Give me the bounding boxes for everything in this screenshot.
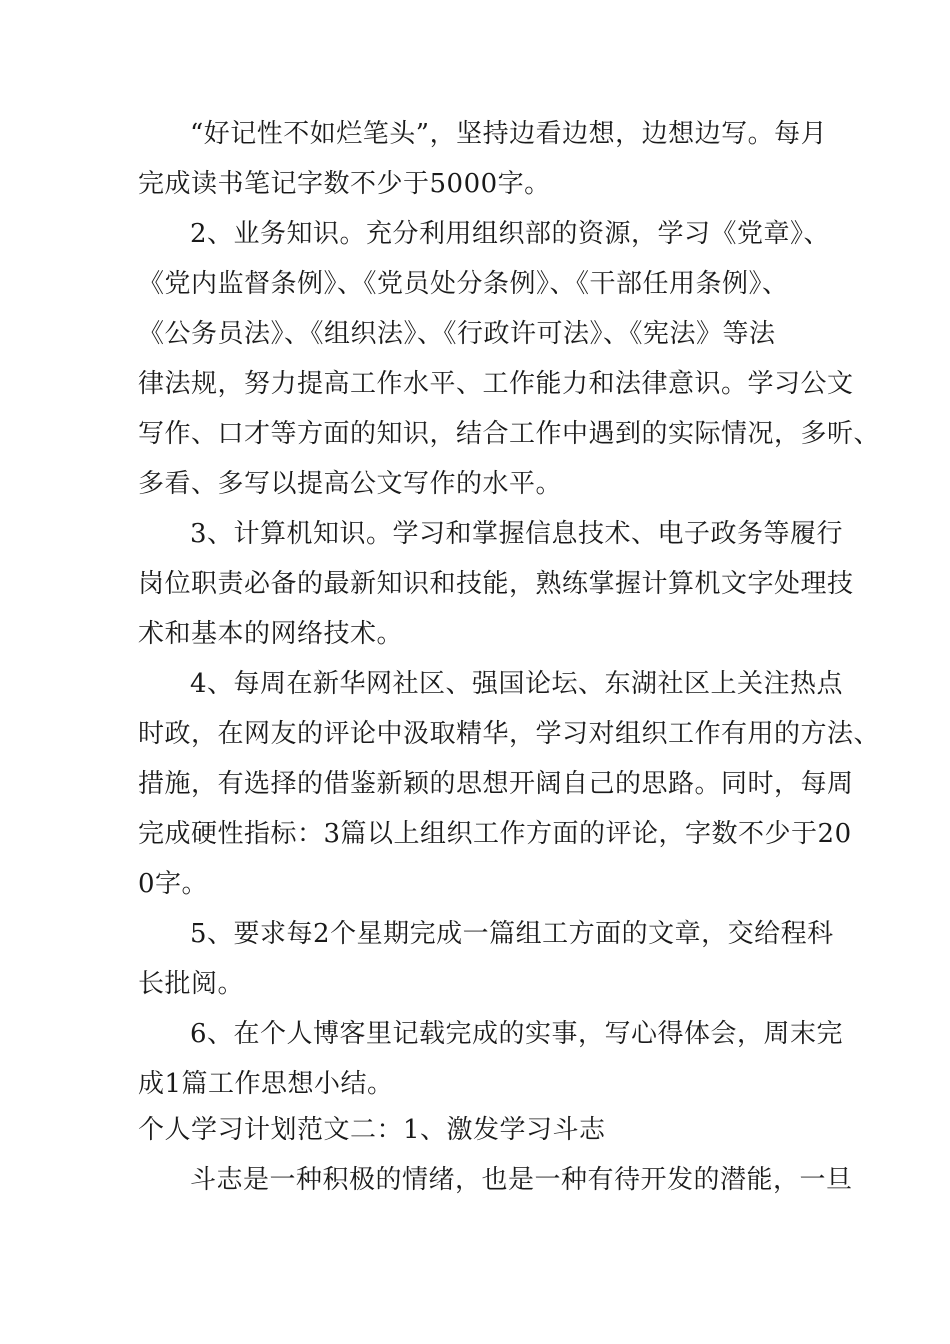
text-line: 2、业务知识。充分利用组织部的资源，学习《党章》、 <box>190 219 831 249</box>
text-line: 成1篇工作思想小结。 <box>138 1069 394 1099</box>
text-line: 完成硬性指标：3篇以上组织工作方面的评论，字数不少于20 <box>138 819 852 849</box>
text-line: 6、在个人博客里记载完成的实事，写心得体会，周末完 <box>190 1019 844 1049</box>
text-line: 《公务员法》、《组织法》、《行政许可法》、《宪法》等法 <box>138 319 776 349</box>
text-line: 时政，在网友的评论中汲取精华，学习对组织工作有用的方法、 <box>138 719 881 749</box>
text-line: 写作、口才等方面的知识，结合工作中遇到的实际情况，多听、 <box>138 419 881 449</box>
text-line: 《党内监督条例》、《党员处分条例》、《干部任用条例》、 <box>138 269 789 299</box>
text-line: 斗志是一种积极的情绪，也是一种有待开发的潜能，一旦 <box>190 1165 853 1195</box>
text-line: 4、每周在新华网社区、强国论坛、东湖社区上关注热点 <box>190 669 844 699</box>
text-line: 措施，有选择的借鉴新颖的思想开阔自己的思路。同时，每周 <box>138 769 854 799</box>
text-line: 律法规，努力提高工作水平、工作能力和法律意识。学习公文 <box>138 369 854 399</box>
text-line: 3、计算机知识。学习和掌握信息技术、电子政务等履行 <box>190 519 844 549</box>
text-line: 术和基本的网络技术。 <box>138 619 404 649</box>
text-line: 长批阅。 <box>138 969 245 999</box>
text-line: 多看、多写以提高公文写作的水平。 <box>138 469 563 499</box>
section-heading: 个人学习计划范文二：1、激发学习斗志 <box>138 1115 606 1145</box>
text-line: 5、要求每2个星期完成一篇组工方面的文章，交给程科 <box>190 919 834 949</box>
text-line: “好记性不如烂笔头”，坚持边看边想，边想边写。每月 <box>190 119 828 149</box>
text-line: 0字。 <box>138 869 209 899</box>
text-line: 完成读书笔记字数不少于5000字。 <box>138 169 551 199</box>
text-line: 岗位职责必备的最新知识和技能，熟练掌握计算机文字处理技 <box>138 569 854 599</box>
